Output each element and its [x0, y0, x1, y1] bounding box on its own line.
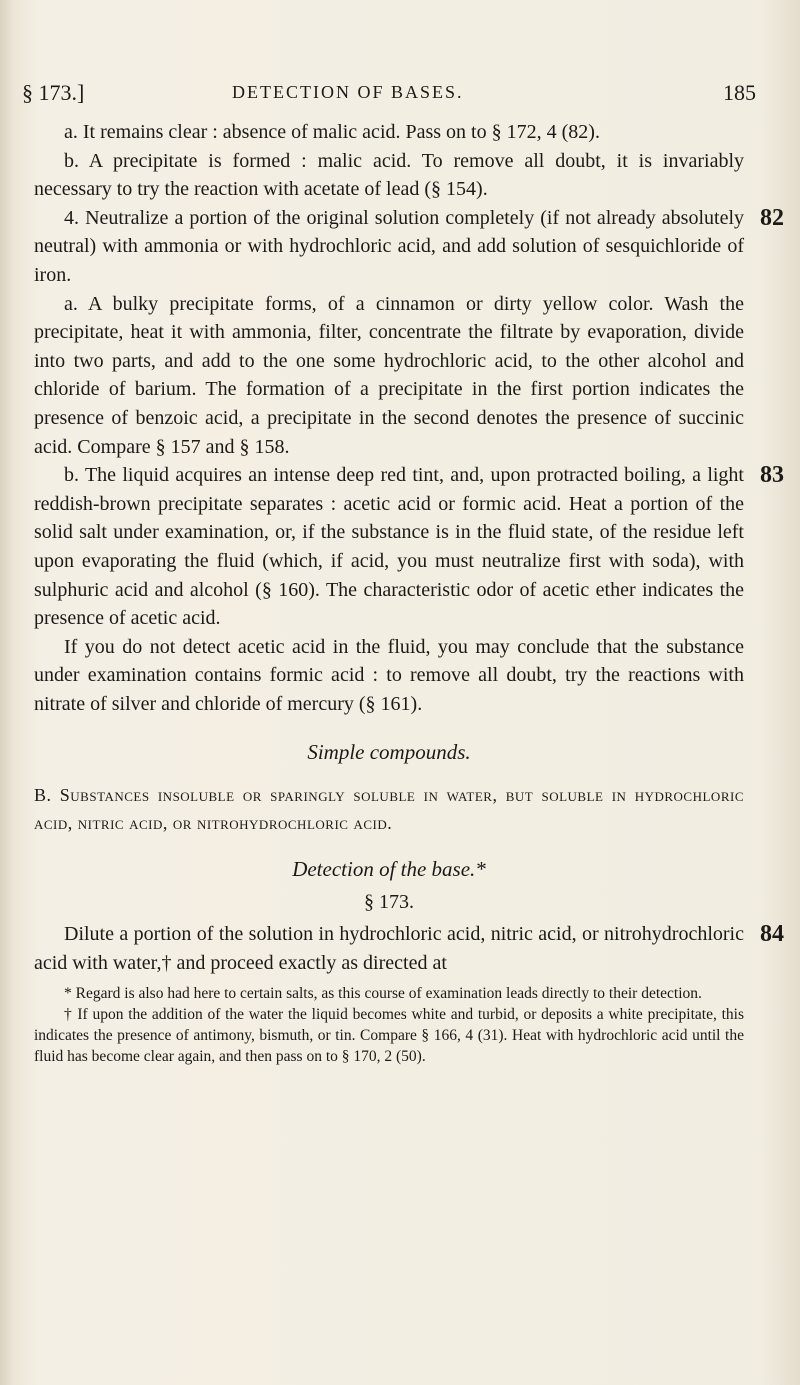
running-header [0, 80, 800, 110]
page-number: 185 [723, 80, 756, 105]
heading-detection-base: Detection of the base.* [292, 857, 486, 882]
paragraph-block-4 [34, 204, 784, 290]
heading-simple-compounds: Simple compounds. [307, 740, 471, 765]
paragraph-section-b: B. Substances insoluble or sparingly soluble in water, but soluble in hydrochloric acid, nitric acid, or nitrohydrochloric acid. [34, 785, 744, 834]
paragraph-block-173 [34, 920, 784, 977]
paragraph-malic-precipitate: b. A precipitate is formed : malic acid. To remove all doubt, it is invariably necessary to try the reaction with acetate of lead (§ 154). [34, 149, 744, 201]
paragraph-bulky-precipitate: a. A bulky precipitate forms, of a cinnamon or dirty yellow color. Wash the precipitate, heat it with ammonia, filter, concentrate the filtrate by evaporation, divide into two parts, and add to the one some hydrochloric acid, to the other alcohol and chloride of barium. The formation of a precipitate in the first portion indicates the presence of benzoic acid, a precipitate in the second denotes the presence of succinic acid. Compare § 157 and § 158. [34, 292, 744, 458]
margin-number-82: 82 [760, 204, 784, 231]
header-section-ref: § 173.] [22, 80, 85, 105]
margin-number-83: 83 [760, 462, 784, 489]
footnote-dagger: † If upon the addition of the water the liquid becomes white and turbid, or deposits a white precipitate, this indicates the presence of antimony, bismuth, or tin. Compare § 166, 4 (31). Heat with hydrochloric acid until the fluid has become clear again, and then pass on to § 170, 2 (50). [34, 1006, 744, 1066]
margin-number-84: 84 [760, 921, 784, 948]
paragraph-neutralize: 4. Neutralize a portion of the original solution completely (if not already absolutely neutral) with ammonia or with hydrochloric acid, and add solution of sesquichloride of iron. [34, 206, 744, 286]
header-title: DETECTION OF BASES. [232, 82, 464, 102]
paragraph-dilute: Dilute a portion of the solution in hydrochloric acid, nitric acid, or nitrohydrochloric acid with water,† and proceed exactly as directed at [34, 923, 744, 974]
section-number: § 173. [364, 890, 414, 913]
paragraph-red-tint: b. The liquid acquires an intense deep red tint, and, upon protracted boiling, a light reddish-brown precipitate separates : acetic acid or formic acid. Heat a portion of the solid salt under examination, or, if the substance is in the fluid state, of the residue left upon evaporating the fluid (which, if acid, you must neutralize first with soda), with sulphuric acid and alcohol (§ 160). The characteristic odor of acetic ether indicates the presence of acetic acid. [34, 464, 744, 630]
body-text [34, 118, 784, 1067]
paragraph-block-b [34, 461, 784, 633]
footnote-asterisk: * Regard is also had here to certain salts, as this course of examination leads directly to their detection. [64, 985, 702, 1003]
footnotes [34, 983, 744, 1067]
paragraph-4a-intro: a. It remains clear : absence of malic acid. Pass on to § 172, 4 (82). [64, 121, 600, 143]
paragraph-formic: If you do not detect acetic acid in the fluid, you may conclude that the substance under examination contains formic acid : to remove all doubt, try the reactions with nitrate of silver and chloride of mercury (§ 161). [34, 635, 744, 715]
